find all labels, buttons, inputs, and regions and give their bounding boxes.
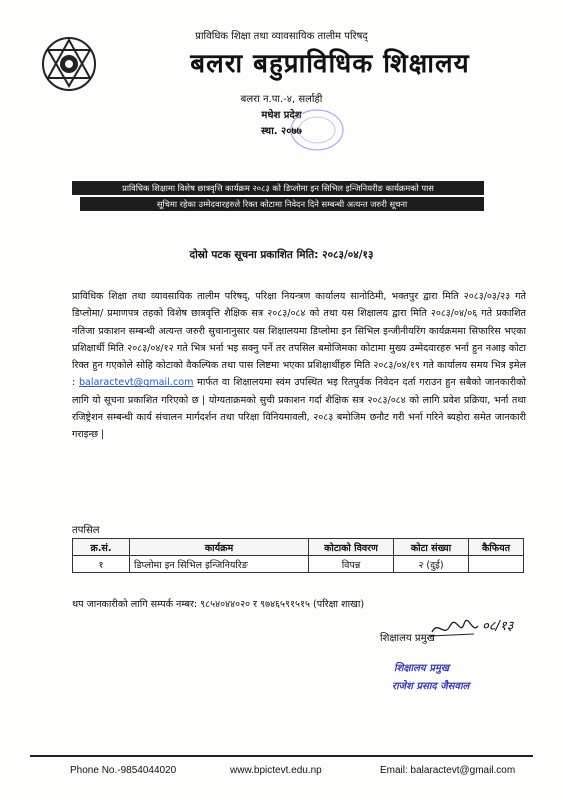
cell-program: डिप्लोमा इन सिभिल इन्जिनियरिङ [130, 556, 309, 573]
notice-body [72, 288, 526, 444]
col-quota-count: कोटा संख्या [394, 539, 469, 556]
notice-banner-line2: सूचिमा रहेका उम्मेदवारहरुले रिक्त कोटामा निवेदन दिने सम्बन्धी अत्यन्त जरुरी सूचना [80, 197, 484, 211]
col-remarks: कैफियत [469, 539, 524, 556]
notice-body-text-continued: मार्फत वा शिक्षालयमा स्वंम उपस्थित भइ रितपुर्वक निवेदन दर्ता गराउन हुन सबैको जानकारीको लागि यो सूचना प्रकाशित गरिएको छ | योग्यताक्रमको सुची प्रकाशन गर्दा शैक्षिक सत्र २०८३/०८४ को लागि प्रवेश प्रक्रिया, भर्ना तथा रजिष्ट्रेशन सम्बन्धी कार्य संचालन मार्गदर्शन तथा परिक्षा विनियमावली, २०८३ बमोजिम छनौट गरी भर्ना गरिने ब्यहोरा समेत जानकारी गराइन्छ | [72, 377, 526, 441]
footer-email[interactable]: Email: balaractevt@gmail.com [380, 765, 516, 776]
seal-stamp [285, 108, 345, 154]
footer-phone: Phone No.-9854044020 [70, 765, 177, 776]
notice-body-text: प्राविधिक शिक्षा तथा व्यावसायिक तालीम परिषद्, परिक्षा नियन्त्रण कार्यालय सानोठिमी, भक्तपुर द्वारा मिति २०८३/०३/२३ गते डिप्लोमा/ प्रमाणपत्र तहको विशेष छात्रवृत्ति शैक्षिक सत्र २०८३/०८४ को तथा यस शिक्षालय द्वारा मिति २०८३/०४/०६ गते प्रकाशित नतिजा प्रकाशन सम्बन्धी अत्यन्त जरुरी सुचानानुसार यस शिक्षालयमा डिप्लोमा इन सिभिल इन्जीनीयरिंग कार्यक्रममा सिफारिस भएका प्रशिक्षार्थी मिति २०८३/०४/१२ गते भित्र भर्ना भइ सक्नु पर्ने तर तपसिल बमोजिमका कोटामा मुख्य उम्मेदवारहरु भर्ना हुन नआइ कोटा रिक्त हुन गएकोले सोहि कोटाको वैकल्पिक तथा पास लिष्टमा भएका प्रशिक्षार्थीहरु मिति २०८३/०४/१९ गते कार्यालय समय भित्र इमेल : [72, 291, 526, 389]
established-line: स्था. २०७७ [261, 126, 302, 137]
council-name: प्राविधिक शिक्षा तथा व्यावसायिक तालीम परिषद् [195, 31, 368, 42]
footer-website[interactable]: www.bpictevt.edu.np [230, 765, 322, 776]
second-publication-date: दोस्रो पटक सूचना प्रकाशित मिति: २०८३/०४/१३ [189, 249, 374, 261]
address-line: बलरा न.पा.-४, सर्लाही [240, 94, 323, 105]
province-line: मधेश प्रदेश [261, 110, 302, 121]
col-serial: क्र.सं. [73, 539, 130, 556]
cell-serial: १ [73, 556, 130, 573]
table-header-row [73, 539, 524, 556]
cell-quota-detail: विपन्न [309, 556, 394, 573]
signature-date: ०८/१३ [482, 619, 514, 634]
cell-quota-count: २ (दुई) [394, 556, 469, 573]
email-link[interactable]: balaractevt@gmail.com [78, 377, 194, 389]
college-name: बलरा बहुप्राविधिक शिक्षालय [190, 49, 470, 79]
stamp-name: राजेश प्रसाद जैसवाल [392, 681, 470, 692]
cell-remarks [469, 556, 524, 573]
col-quota-detail: कोटाको विवरण [309, 539, 394, 556]
footer-divider [30, 755, 533, 757]
signature-label: शिक्षालय प्रमुख [380, 633, 435, 644]
contact-info: थप जानकारीको लागि सम्पर्क नम्बर: ९८५४०४४०२० र ९७४६५९१५१५ (परिक्षा शाखा) [72, 599, 365, 610]
col-program: कार्यक्रम [130, 539, 309, 556]
notice-banner-line1: प्राविधिक शिक्षामा विशेष छात्रवृत्ति कार्यक्रम २०८३ को डिप्लोमा इन सिभिल इन्जिनियरीङ कार्यक्रमको पास [72, 181, 484, 195]
table-row [73, 556, 524, 573]
ctevt-logo-icon [40, 34, 98, 92]
quota-table [72, 538, 524, 573]
stamp-title: शिक्षालय प्रमुख [394, 663, 450, 674]
table-caption: तपसिल [72, 525, 100, 536]
